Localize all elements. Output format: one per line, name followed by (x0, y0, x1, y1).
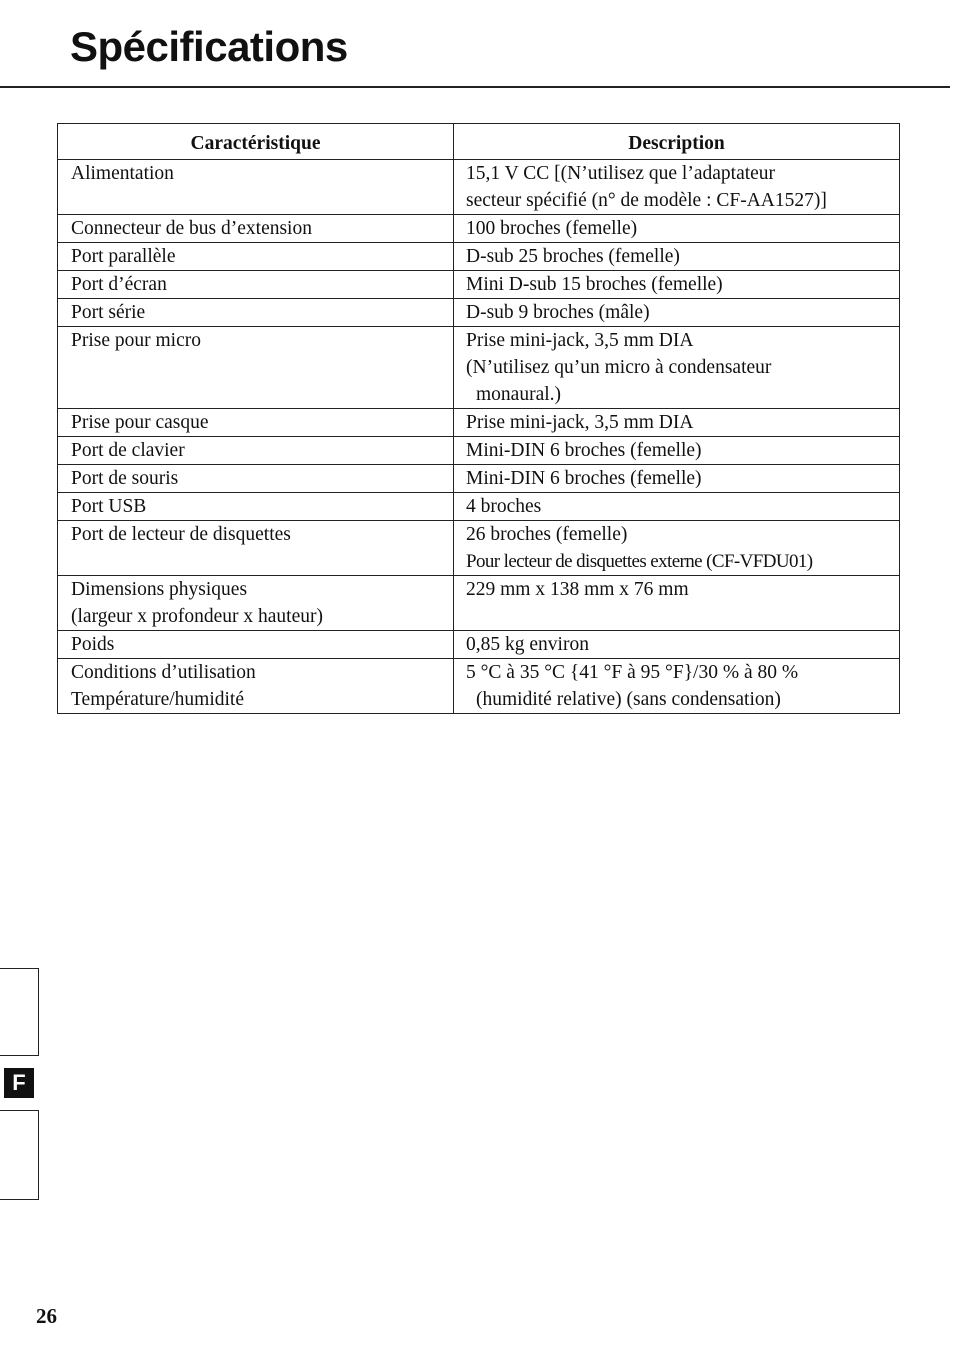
description-cell (454, 493, 900, 521)
description-text: Mini-DIN 6 broches (femelle) (466, 468, 702, 489)
column-header-feature: Caractéristique (58, 124, 454, 160)
specifications-table (57, 123, 900, 714)
feature-text: Poids (71, 634, 115, 655)
description-cell (454, 521, 900, 576)
table-header-row (58, 124, 900, 160)
feature-text: Connecteur de bus d’extension (71, 218, 312, 239)
description-cell (454, 243, 900, 271)
feature-cell (58, 576, 454, 631)
description-text: (N’utilisez qu’un micro à condensateur (466, 357, 772, 378)
side-tab-frame-top (0, 968, 39, 1056)
description-cell (454, 409, 900, 437)
description-cell (454, 437, 900, 465)
language-tab-badge: F (4, 1068, 34, 1098)
feature-text: Prise pour micro (71, 330, 201, 351)
description-cell (454, 465, 900, 493)
description-text: 100 broches (femelle) (466, 218, 638, 239)
feature-cell (58, 437, 454, 465)
feature-cell (58, 631, 454, 659)
description-text: D-sub 9 broches (mâle) (466, 302, 650, 323)
feature-text: Prise pour casque (71, 412, 209, 433)
table-row (58, 465, 900, 493)
description-text: D-sub 25 broches (femelle) (466, 246, 680, 267)
feature-cell (58, 299, 454, 327)
feature-text: Port de lecteur de disquettes (71, 524, 291, 545)
feature-text: Conditions d’utilisation (71, 662, 256, 683)
table-row (58, 215, 900, 243)
description-text: 0,85 kg environ (466, 634, 589, 655)
table-row (58, 576, 900, 631)
description-text: Mini-DIN 6 broches (femelle) (466, 440, 702, 461)
column-header-description: Description (454, 124, 900, 160)
feature-cell (58, 659, 454, 714)
feature-text: Port d’écran (71, 274, 167, 295)
feature-text: Dimensions physiques (71, 579, 248, 600)
table-row (58, 437, 900, 465)
feature-cell (58, 243, 454, 271)
feature-text: Température/humidité (71, 689, 244, 710)
title-divider (0, 86, 950, 88)
description-text: (humidité relative) (sans condensation) (476, 689, 781, 710)
feature-cell (58, 493, 454, 521)
table-row (58, 160, 900, 215)
description-text: secteur spécifié (n° de modèle : CF-AA1527)] (466, 190, 827, 211)
description-text: 4 broches (466, 496, 542, 517)
description-text: Prise mini-jack, 3,5 mm DIA (466, 330, 694, 351)
description-cell (454, 327, 900, 409)
table-row (58, 327, 900, 409)
feature-cell (58, 271, 454, 299)
description-text: Mini D-sub 15 broches (femelle) (466, 274, 723, 295)
table-row (58, 271, 900, 299)
feature-text: Alimentation (71, 163, 174, 184)
feature-cell (58, 160, 454, 215)
side-tab-frame-bottom (0, 1110, 39, 1200)
table-row (58, 521, 900, 576)
table-row (58, 659, 900, 714)
description-cell (454, 271, 900, 299)
table-row (58, 631, 900, 659)
feature-text: Port de clavier (71, 440, 185, 461)
feature-text: Port de souris (71, 468, 179, 489)
feature-text: (largeur x profondeur x hauteur) (71, 606, 323, 627)
description-cell (454, 576, 900, 631)
table-row (58, 409, 900, 437)
feature-cell (58, 327, 454, 409)
feature-text: Port parallèle (71, 246, 176, 267)
description-cell (454, 215, 900, 243)
description-cell (454, 631, 900, 659)
description-text: Prise mini-jack, 3,5 mm DIA (466, 412, 694, 433)
description-text: 26 broches (femelle) (466, 524, 628, 545)
feature-text: Port USB (71, 496, 147, 517)
feature-cell (58, 215, 454, 243)
page-number: 26 (36, 1304, 57, 1328)
description-text: 15,1 V CC [(N’utilisez que l’adaptateur (466, 163, 776, 184)
feature-text: Port série (71, 302, 146, 323)
description-cell (454, 160, 900, 215)
description-cell (454, 659, 900, 714)
table-row (58, 243, 900, 271)
table-body (58, 160, 900, 714)
feature-cell (58, 521, 454, 576)
description-cell (454, 299, 900, 327)
page-title: Spécifications (70, 23, 348, 70)
description-text: 5 °C à 35 °C {41 °F à 95 °F}/30 % à 80 % (466, 662, 799, 683)
table-row (58, 299, 900, 327)
feature-cell (58, 465, 454, 493)
table-row (58, 493, 900, 521)
description-text: monaural.) (476, 384, 562, 405)
description-text: 229 mm x 138 mm x 76 mm (466, 579, 689, 600)
table-header (58, 124, 900, 160)
description-text: Pour lecteur de disquettes externe (CF-VFDU01) (466, 551, 813, 572)
feature-cell (58, 409, 454, 437)
